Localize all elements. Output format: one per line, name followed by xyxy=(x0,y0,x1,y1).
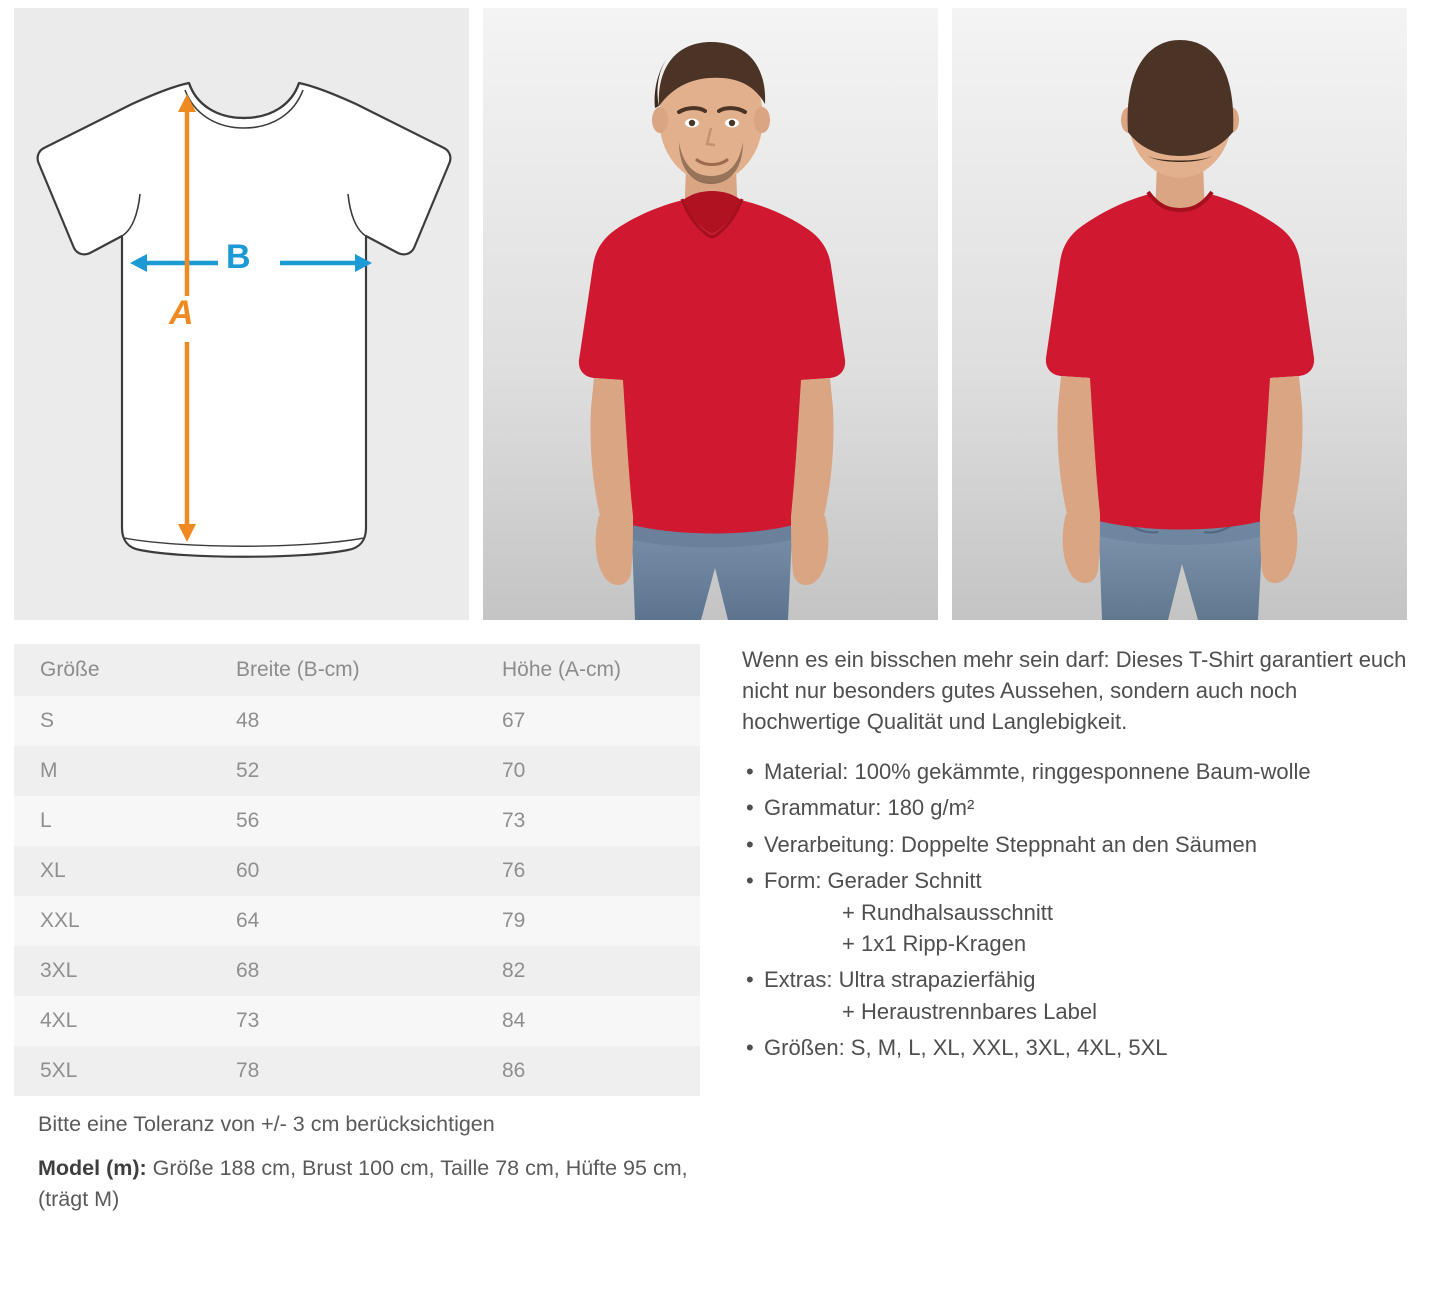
info-section xyxy=(0,630,1435,1215)
cell-width: 56 xyxy=(210,796,476,846)
table-row xyxy=(14,996,700,1046)
size-table-column xyxy=(14,644,714,1215)
cell-size: 4XL xyxy=(14,996,210,1046)
cell-size: L xyxy=(14,796,210,846)
feature-text: Extras: Ultra strapazierfähig xyxy=(764,967,1036,993)
feature-text: Verarbeitung: Doppelte Steppnaht an den Säumen xyxy=(764,831,1257,857)
feature-sub: + 1x1 Ripp-Kragen xyxy=(842,930,1027,956)
feature-sub: + Rundhalsausschnitt xyxy=(842,899,1053,925)
model-label: Model (m): xyxy=(38,1156,147,1180)
cell-width: 48 xyxy=(210,696,476,746)
feature-text: Form: Gerader Schnitt xyxy=(764,868,982,894)
cell-height: 86 xyxy=(476,1046,700,1096)
table-row xyxy=(14,846,700,896)
product-description: Wenn es ein bisschen mehr sein darf: Dieses T-Shirt garantiert euch nicht nur besonders gutes Aussehen, sondern auch noch hochwertige Qualität und Langlebigkeit. xyxy=(742,647,1407,735)
cell-height: 82 xyxy=(476,946,700,996)
feature-text: Grammatur: 180 g/m² xyxy=(764,795,975,821)
cell-size: XXL xyxy=(14,896,210,946)
cell-size: M xyxy=(14,746,210,796)
feature-text: Material: 100% gekämmte, ringgesponnene Baum-wolle xyxy=(764,758,1311,784)
feature-sub: + Heraustrennbares Label xyxy=(842,998,1097,1024)
cell-width: 78 xyxy=(210,1046,476,1096)
cell-size: S xyxy=(14,696,210,746)
model-measurements xyxy=(38,1153,728,1215)
cell-width: 68 xyxy=(210,946,476,996)
table-row xyxy=(14,896,700,946)
cell-size: 3XL xyxy=(14,946,210,996)
list-item xyxy=(742,829,1414,860)
feature-text: Größen: S, M, L, XL, XXL, 3XL, 4XL, 5XL xyxy=(764,1035,1168,1061)
height-dimension-label: A xyxy=(169,294,194,332)
shirt-outline-drawing xyxy=(14,8,469,620)
tolerance-note: Bitte eine Toleranz von +/- 3 cm berücksichtigen xyxy=(38,1112,495,1136)
model-front-illustration xyxy=(483,8,938,620)
list-item xyxy=(742,865,1414,959)
cell-width: 60 xyxy=(210,846,476,896)
model-back-illustration xyxy=(952,8,1407,620)
cell-size: XL xyxy=(14,846,210,896)
header-width: Breite (B-cm) xyxy=(210,644,476,696)
product-photo-row xyxy=(0,0,1435,630)
table-row xyxy=(14,696,700,746)
cell-height: 76 xyxy=(476,846,700,896)
table-header-row xyxy=(14,644,700,696)
list-item xyxy=(742,792,1414,823)
model-front-photo xyxy=(483,8,938,620)
cell-height: 79 xyxy=(476,896,700,946)
cell-height: 67 xyxy=(476,696,700,746)
header-size: Größe xyxy=(14,644,210,696)
cell-size: 5XL xyxy=(14,1046,210,1096)
model-back-photo xyxy=(952,8,1407,620)
cell-height: 73 xyxy=(476,796,700,846)
cell-height: 84 xyxy=(476,996,700,1046)
feature-list xyxy=(742,756,1414,1064)
product-description-column xyxy=(714,644,1414,1215)
table-row xyxy=(14,746,700,796)
size-diagram xyxy=(14,8,469,620)
cell-width: 64 xyxy=(210,896,476,946)
list-item xyxy=(742,1032,1414,1063)
cell-height: 70 xyxy=(476,746,700,796)
cell-width: 73 xyxy=(210,996,476,1046)
header-height: Höhe (A-cm) xyxy=(476,644,700,696)
list-item xyxy=(742,964,1414,1027)
size-table xyxy=(14,644,700,1096)
width-dimension-label: B xyxy=(226,238,251,276)
model-values: Größe 188 cm, Brust 100 cm, Taille 78 cm, Hüfte 95 cm, (trägt M) xyxy=(38,1156,688,1212)
list-item xyxy=(742,756,1414,787)
table-row xyxy=(14,946,700,996)
table-row xyxy=(14,796,700,846)
cell-width: 52 xyxy=(210,746,476,796)
table-row xyxy=(14,1046,700,1096)
